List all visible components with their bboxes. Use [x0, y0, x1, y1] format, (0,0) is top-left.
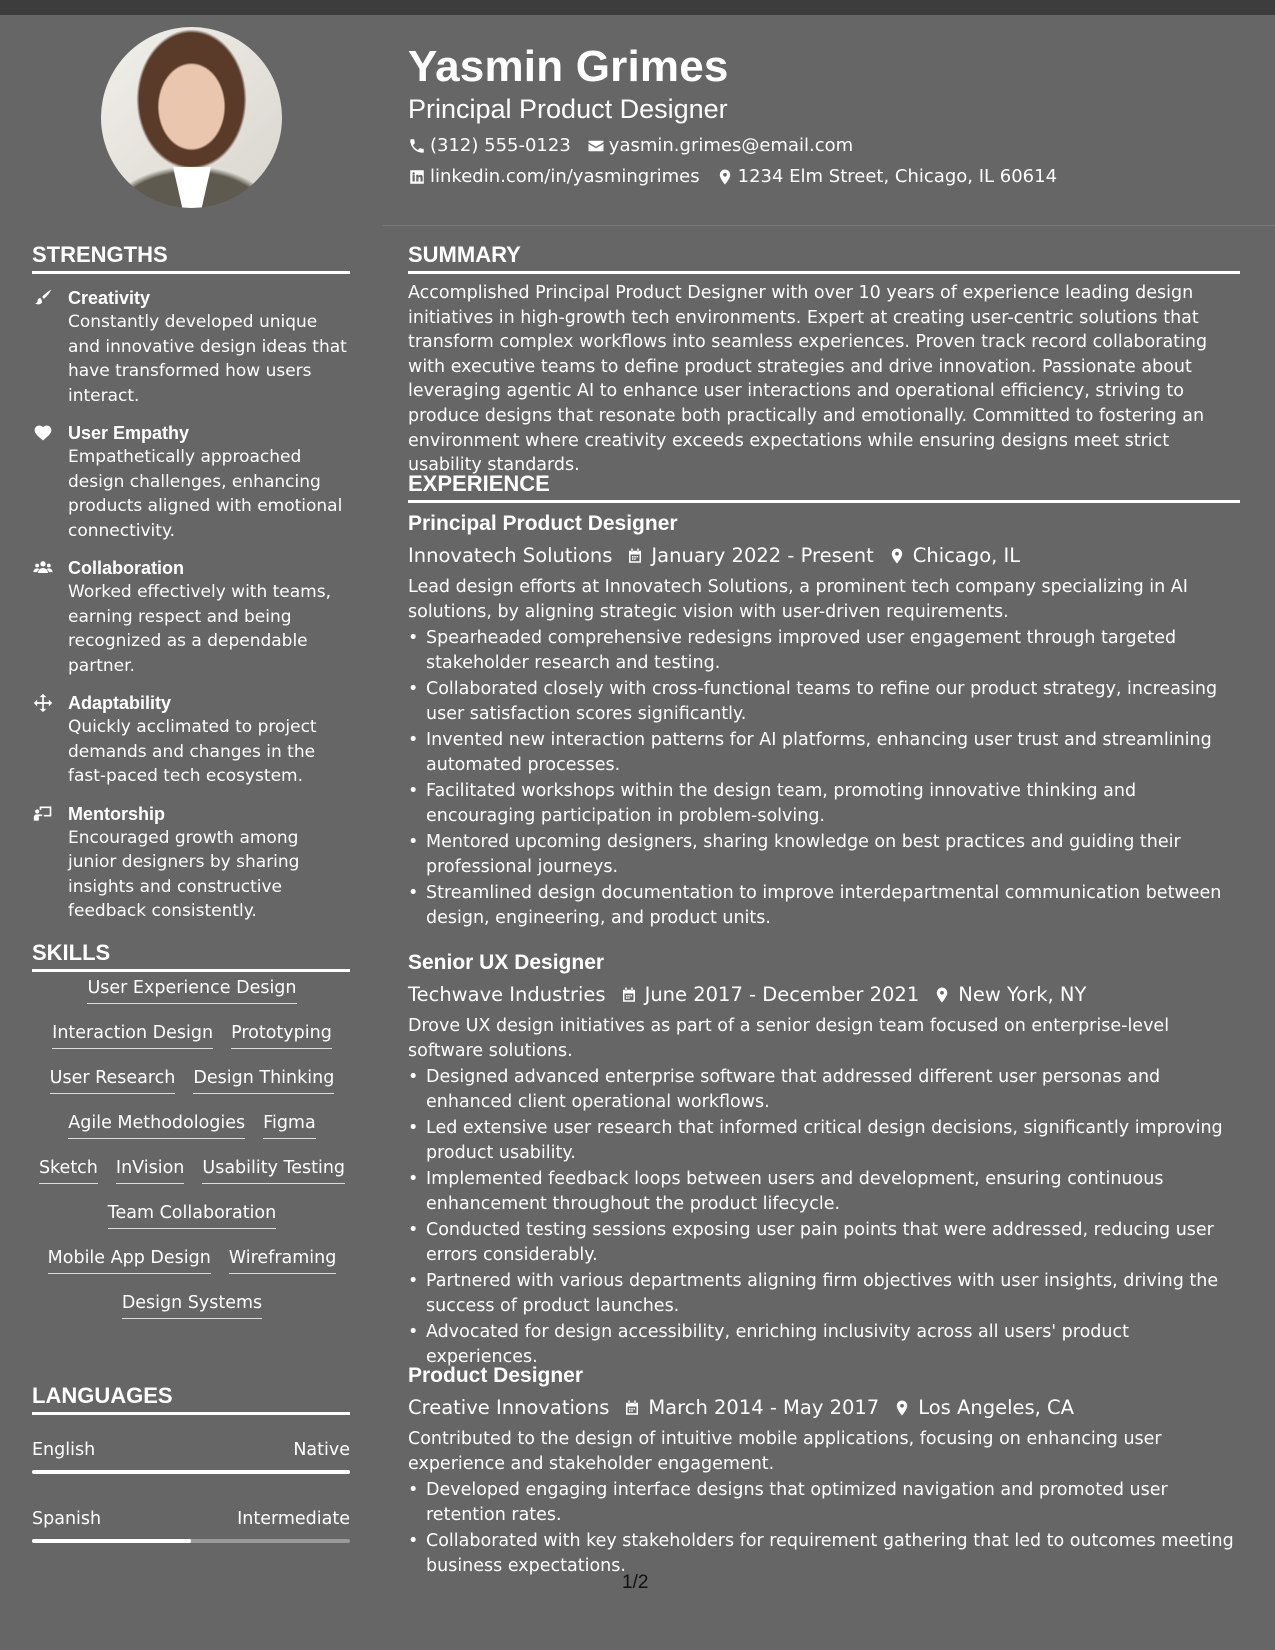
- address-contact: [716, 166, 1057, 187]
- language-bar: [32, 1470, 350, 1474]
- strength-title: User Empathy: [68, 423, 190, 443]
- linkedin-text[interactable]: linkedin.com/in/yasmingrimes: [430, 166, 700, 187]
- job-company: Innovatech Solutions: [408, 544, 613, 567]
- skill-row: [32, 1023, 352, 1068]
- skill-row: [32, 978, 352, 1023]
- strength-item: [32, 286, 352, 408]
- job-bullet: • Led extensive user research that informed critical design decisions, significantly improving product usability.: [426, 1116, 1240, 1165]
- skill-row: [32, 1158, 352, 1203]
- contact-row-1: [408, 135, 853, 156]
- map-pin-icon: [933, 986, 951, 1004]
- linkedin-contact[interactable]: [408, 166, 700, 187]
- skill-tag: Design Thinking: [193, 1068, 334, 1094]
- job-title: Principal Product Designer: [408, 512, 678, 535]
- email-contact[interactable]: [587, 135, 853, 156]
- strengths-heading: STRENGTHS: [32, 242, 350, 274]
- strength-title: Creativity: [68, 288, 151, 308]
- job-bullet: • Streamlined design documentation to improve interdepartmental communication between design, engineering, and product units.: [426, 881, 1240, 930]
- language-name: English: [32, 1440, 96, 1460]
- strength-desc: Empathetically approached design challenges, enhancing products aligned with emotional connectivity.: [68, 447, 343, 541]
- teacher-icon: [32, 804, 54, 824]
- skill-tag: Mobile App Design: [48, 1248, 211, 1274]
- job-dates: January 2022 - Present: [651, 544, 874, 567]
- calendar-icon: [620, 986, 638, 1004]
- job-location: Los Angeles, CA: [918, 1396, 1075, 1419]
- strength-item: [32, 556, 352, 678]
- strength-title: Mentorship: [68, 803, 165, 824]
- skill-tag: User Experience Design: [87, 978, 296, 1004]
- phone-text: (312) 555-0123: [430, 135, 571, 156]
- skill-row: [32, 1248, 352, 1293]
- job-bullet: • Advocated for design accessibility, enriching inclusivity across all users' product experiences.: [426, 1320, 1240, 1369]
- linkedin-icon: [408, 168, 426, 186]
- arrows-icon: [32, 693, 54, 713]
- phone-icon: [408, 137, 426, 155]
- job-entry: [408, 950, 1240, 1371]
- skill-tag: Interaction Design: [52, 1023, 213, 1049]
- job-dates: June 2017 - December 2021: [644, 983, 920, 1006]
- map-pin-icon: [893, 1399, 911, 1417]
- top-bar: [0, 0, 1275, 15]
- language-item: [32, 1440, 350, 1474]
- job-bullet: • Facilitated workshops within the design team, promoting innovative thinking and encouraging participation in problem-solving.: [426, 779, 1240, 828]
- skill-row: [32, 1203, 352, 1248]
- candidate-role: Principal Product Designer: [408, 94, 728, 124]
- job-description: Drove UX design initiatives as part of a senior design team focused on enterprise-level software solutions.: [408, 1016, 1170, 1061]
- skill-tag: User Research: [50, 1068, 176, 1094]
- brush-icon: [32, 288, 54, 308]
- skill-tag: Agile Methodologies: [68, 1113, 245, 1139]
- job-entry: [408, 1363, 1240, 1580]
- languages-heading: LANGUAGES: [32, 1383, 350, 1415]
- address-text: 1234 Elm Street, Chicago, IL 60614: [737, 166, 1058, 187]
- language-level: Intermediate: [237, 1509, 350, 1529]
- skills-list: [32, 978, 352, 1338]
- skills-heading: SKILLS: [32, 940, 350, 972]
- job-bullet: • Designed advanced enterprise software that addressed different user personas and enhanced client operational workflows.: [426, 1065, 1240, 1114]
- job-description: Contributed to the design of intuitive mobile applications, focusing on enhancing user experience and stakeholder engagement.: [408, 1429, 1162, 1474]
- job-bullet: • Conducted testing sessions exposing user pain points that were addressed, reducing user errors considerably.: [426, 1218, 1240, 1267]
- skill-tag: Usability Testing: [202, 1158, 345, 1184]
- job-meta: [408, 1396, 1240, 1419]
- header-divider: [383, 225, 1275, 226]
- skill-row: [32, 1068, 352, 1113]
- strength-title: Collaboration: [68, 558, 184, 578]
- skill-tag: Design Systems: [122, 1293, 262, 1319]
- calendar-icon: [623, 1399, 641, 1417]
- calendar-icon: [626, 547, 644, 565]
- job-bullets: [408, 1478, 1240, 1578]
- profile-photo: [101, 27, 282, 208]
- job-bullet: • Invented new interaction patterns for AI platforms, enhancing user trust and streamlining automated processes.: [426, 728, 1240, 777]
- job-company: Creative Innovations: [408, 1396, 610, 1419]
- map-pin-icon: [888, 547, 906, 565]
- language-name: Spanish: [32, 1509, 102, 1529]
- job-meta: [408, 544, 1240, 567]
- job-company: Techwave Industries: [408, 983, 606, 1006]
- experience-heading: EXPERIENCE: [408, 471, 1240, 503]
- heart-icon: [32, 423, 54, 443]
- job-bullet: • Implemented feedback loops between users and development, ensuring continuous enhancement throughout the product lifecycle.: [426, 1167, 1240, 1216]
- strength-desc: Quickly acclimated to project demands and changes in the fast-paced tech ecosystem.: [68, 717, 317, 786]
- strength-item: [32, 421, 352, 543]
- strength-desc: Encouraged growth among junior designers by sharing insights and constructive feedback consistently.: [68, 827, 300, 921]
- job-entry: [408, 511, 1240, 932]
- job-bullet: • Collaborated closely with cross-functional teams to refine our product strategy, increasing user satisfaction scores significantly.: [426, 677, 1240, 726]
- job-meta: [408, 983, 1240, 1006]
- envelope-icon: [587, 137, 605, 155]
- language-bar-fill: [32, 1539, 191, 1543]
- job-dates: March 2014 - May 2017: [648, 1396, 880, 1419]
- strength-item: [32, 802, 352, 924]
- skill-tag: Prototyping: [231, 1023, 332, 1049]
- job-bullet: • Spearheaded comprehensive redesigns improved user engagement through targeted stakeholder research and testing.: [426, 626, 1240, 675]
- job-bullet: • Developed engaging interface designs that optimized navigation and promoted user retention rates.: [426, 1478, 1240, 1527]
- map-pin-icon: [716, 168, 734, 186]
- summary-heading: SUMMARY: [408, 242, 1240, 274]
- job-location: Chicago, IL: [912, 544, 1021, 567]
- strength-item: [32, 691, 352, 789]
- language-bar-fill: [32, 1470, 350, 1474]
- language-level: Native: [293, 1440, 350, 1460]
- strengths-list: [32, 286, 352, 937]
- skill-row: [32, 1293, 352, 1338]
- language-item: [32, 1509, 350, 1543]
- skill-tag: Team Collaboration: [108, 1203, 276, 1229]
- phone-contact: [408, 135, 571, 156]
- email-text[interactable]: yasmin.grimes@email.com: [608, 135, 854, 156]
- job-bullets: [408, 1065, 1240, 1369]
- job-bullets: [408, 626, 1240, 930]
- users-icon: [32, 558, 54, 578]
- job-bullet: • Mentored upcoming designers, sharing knowledge on best practices and guiding their professional journeys.: [426, 830, 1240, 879]
- strength-desc: Worked effectively with teams, earning respect and being recognized as a dependable partner.: [68, 582, 332, 676]
- skill-tag: Figma: [263, 1113, 316, 1139]
- contact-row-2: [408, 166, 1057, 187]
- strength-title: Adaptability: [68, 693, 172, 713]
- summary-text: Accomplished Principal Product Designer with over 10 years of experience leading design initiatives in high-growth tech environments. Expert at creating user-centric solutions that transform complex workflows into seamless experiences. Proven track record collaborating with executive teams to define product strategies and drive innovation. Passionate about leveraging agentic AI to enhance user interactions and operational efficiency, striving to produce designs that resonate both practically and emotionally. Committed to fostering an environment where creativity exceeds expectations while ensuring designs meet strict usability standards.: [408, 283, 1208, 476]
- job-title: Product Designer: [408, 1364, 584, 1387]
- strength-desc: Constantly developed unique and innovative design ideas that have transformed how users interact.: [68, 312, 347, 406]
- job-title: Senior UX Designer: [408, 951, 605, 974]
- page-number: 1/2: [622, 1572, 649, 1593]
- candidate-name: Yasmin Grimes: [408, 42, 729, 91]
- skill-tag: Wireframing: [229, 1248, 337, 1274]
- job-bullet: • Partnered with various departments aligning firm objectives with user insights, driving the success of product launches.: [426, 1269, 1240, 1318]
- skill-tag: InVision: [116, 1158, 184, 1184]
- skill-row: [32, 1113, 352, 1158]
- job-location: New York, NY: [958, 983, 1087, 1006]
- skill-tag: Sketch: [39, 1158, 98, 1184]
- language-bar: [32, 1539, 350, 1543]
- job-bullet: • Collaborated with key stakeholders for requirement gathering that led to outcomes meeting business expectations.: [426, 1529, 1240, 1578]
- job-description: Lead design efforts at Innovatech Solutions, a prominent tech company specializing in AI solutions, by aligning strategic vision with user-driven requirements.: [408, 577, 1188, 622]
